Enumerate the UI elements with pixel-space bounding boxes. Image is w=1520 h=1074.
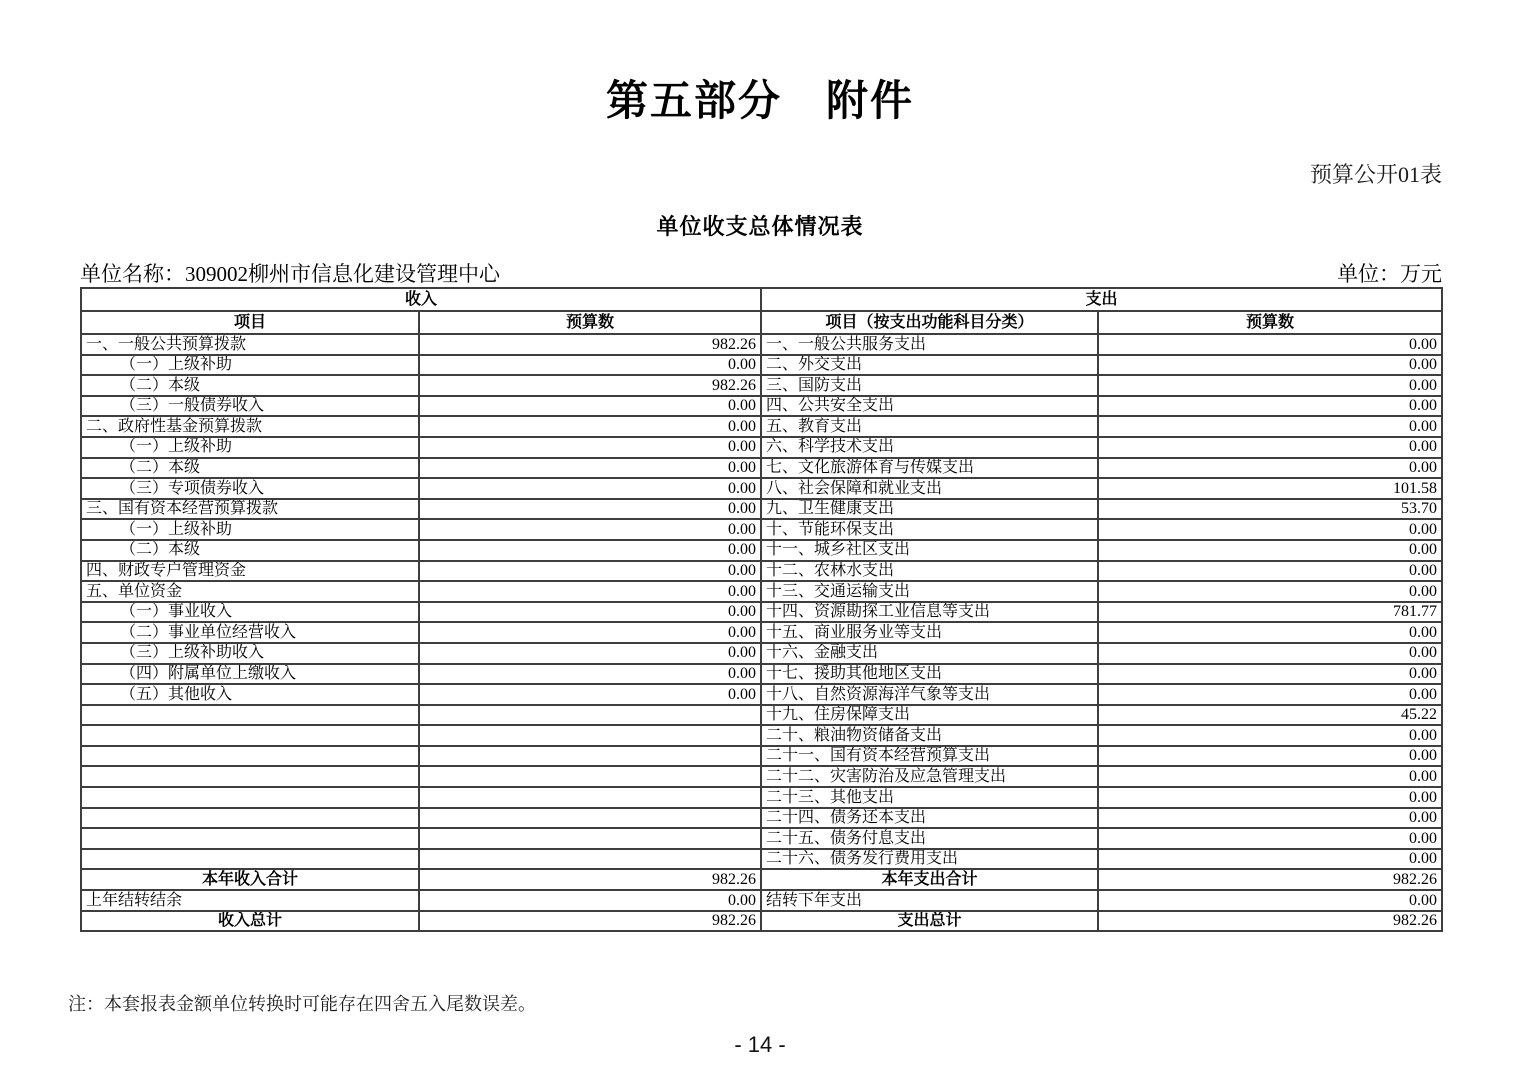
expense-item-cell: 一、一般公共服务支出 — [761, 334, 1098, 355]
expense-value-cell: 0.00 — [1098, 334, 1442, 355]
table-row — [81, 808, 1442, 829]
income-value-cell: 0.00 — [419, 664, 761, 685]
table-row — [81, 746, 1442, 767]
income-value-cell: 0.00 — [419, 622, 761, 643]
expense-value-cell: 0.00 — [1098, 416, 1442, 437]
table-row — [81, 725, 1442, 746]
table-title: 单位收支总体情况表 — [656, 214, 864, 239]
income-value-cell: 0.00 — [419, 561, 761, 582]
table-row — [81, 581, 1442, 602]
col-header-expense-item: 项目（按支出功能科目分类） — [761, 311, 1098, 334]
expense-item-cell: 十七、援助其他地区支出 — [761, 664, 1098, 685]
income-item-cell: （三）专项债券收入 — [81, 478, 419, 499]
unit-name-label: 单位名称：309002柳州市信息化建设管理中心 — [80, 262, 500, 286]
expense-summary-value-cell: 982.26 — [1098, 911, 1442, 932]
expense-item-cell: 十八、自然资源海洋气象等支出 — [761, 684, 1098, 705]
table-row — [81, 375, 1442, 396]
expense-value-cell: 0.00 — [1098, 437, 1442, 458]
expense-item-cell: 二十三、其他支出 — [761, 787, 1098, 808]
expense-value-cell: 0.00 — [1098, 643, 1442, 664]
expense-value-cell: 0.00 — [1098, 519, 1442, 540]
expense-value-cell: 0.00 — [1098, 581, 1442, 602]
income-summary-value-cell: 982.26 — [419, 911, 761, 932]
table-row — [81, 499, 1442, 520]
income-item-cell: （一）事业收入 — [81, 602, 419, 623]
income-value-cell — [419, 808, 761, 829]
table-row — [81, 416, 1442, 437]
income-item-cell: （四）附属单位上缴收入 — [81, 664, 419, 685]
income-value-cell: 982.26 — [419, 334, 761, 355]
table-row — [81, 334, 1442, 355]
expense-item-cell: 二十五、债务付息支出 — [761, 828, 1098, 849]
expense-value-cell: 0.00 — [1098, 458, 1442, 479]
income-summary-label-cell: 上年结转结余 — [81, 890, 419, 911]
income-item-cell: （二）本级 — [81, 458, 419, 479]
income-item-cell: 五、单位资金 — [81, 581, 419, 602]
income-item-cell: （五）其他收入 — [81, 684, 419, 705]
income-value-cell: 0.00 — [419, 643, 761, 664]
expense-item-cell: 二十、粮油物资储备支出 — [761, 725, 1098, 746]
income-value-cell: 0.00 — [419, 396, 761, 417]
income-item-cell: 四、财政专户管理资金 — [81, 561, 419, 582]
income-item-cell: 一、一般公共预算拨款 — [81, 334, 419, 355]
expense-item-cell: 十五、商业服务业等支出 — [761, 622, 1098, 643]
expense-value-cell: 45.22 — [1098, 705, 1442, 726]
group-header-row — [81, 288, 1442, 311]
income-item-cell — [81, 787, 419, 808]
table-row — [81, 437, 1442, 458]
table-row — [81, 458, 1442, 479]
income-value-cell — [419, 746, 761, 767]
expense-summary-label-cell: 本年支出合计 — [761, 869, 1098, 890]
income-item-cell: （二）本级 — [81, 375, 419, 396]
expense-group-header: 支出 — [761, 288, 1442, 311]
expense-value-cell: 0.00 — [1098, 561, 1442, 582]
col-header-income-item: 项目 — [81, 311, 419, 334]
table-row — [81, 602, 1442, 623]
table-meta-row — [80, 258, 1442, 288]
expense-summary-value-cell: 0.00 — [1098, 890, 1442, 911]
expense-item-cell: 十三、交通运输支出 — [761, 581, 1098, 602]
expense-summary-value-cell: 982.26 — [1098, 869, 1442, 890]
income-value-cell: 0.00 — [419, 499, 761, 520]
income-item-cell: 二、政府性基金预算拨款 — [81, 416, 419, 437]
expense-value-cell: 0.00 — [1098, 828, 1442, 849]
income-value-cell — [419, 766, 761, 787]
expense-summary-label-cell: 结转下年支出 — [761, 890, 1098, 911]
table-row — [81, 622, 1442, 643]
expense-value-cell: 0.00 — [1098, 664, 1442, 685]
expense-item-cell: 十二、农林水支出 — [761, 561, 1098, 582]
table-row — [81, 478, 1442, 499]
expense-item-cell: 三、国防支出 — [761, 375, 1098, 396]
income-item-cell — [81, 725, 419, 746]
section-title: 第五部分 附件 — [605, 79, 914, 125]
page-number: - 14 - — [734, 1032, 786, 1057]
expense-item-cell: 十一、城乡社区支出 — [761, 540, 1098, 561]
expense-value-cell: 781.77 — [1098, 602, 1442, 623]
income-item-cell — [81, 705, 419, 726]
expense-value-cell: 0.00 — [1098, 684, 1442, 705]
unit-measure-label: 单位：万元 — [1337, 262, 1442, 286]
income-item-cell: （一）上级补助 — [81, 437, 419, 458]
expense-value-cell: 0.00 — [1098, 808, 1442, 829]
expense-item-cell: 二十二、灾害防治及应急管理支出 — [761, 766, 1098, 787]
col-header-expense-budget: 预算数 — [1098, 311, 1442, 334]
budget-summary-table — [80, 287, 1443, 932]
expense-item-cell: 四、公共安全支出 — [761, 396, 1098, 417]
table-row — [81, 540, 1442, 561]
income-summary-value-cell: 0.00 — [419, 890, 761, 911]
income-value-cell: 0.00 — [419, 478, 761, 499]
expense-item-cell: 七、文化旅游体育与传媒支出 — [761, 458, 1098, 479]
table-row — [81, 828, 1442, 849]
expense-item-cell: 十四、资源勘探工业信息等支出 — [761, 602, 1098, 623]
income-value-cell: 0.00 — [419, 355, 761, 376]
expense-item-cell: 二十四、债务还本支出 — [761, 808, 1098, 829]
income-value-cell: 0.00 — [419, 602, 761, 623]
expense-item-cell: 十六、金融支出 — [761, 643, 1098, 664]
expense-value-cell: 0.00 — [1098, 746, 1442, 767]
income-value-cell: 0.00 — [419, 458, 761, 479]
income-summary-label-cell: 收入总计 — [81, 911, 419, 932]
expense-value-cell: 0.00 — [1098, 622, 1442, 643]
expense-value-cell: 101.58 — [1098, 478, 1442, 499]
table-row — [81, 705, 1442, 726]
table-row — [81, 519, 1442, 540]
expense-value-cell: 53.70 — [1098, 499, 1442, 520]
income-item-cell: 三、国有资本经营预算拨款 — [81, 499, 419, 520]
table-row — [81, 643, 1442, 664]
table-row — [81, 766, 1442, 787]
expense-value-cell: 0.00 — [1098, 787, 1442, 808]
expense-value-cell: 0.00 — [1098, 375, 1442, 396]
income-item-cell: （一）上级补助 — [81, 519, 419, 540]
income-item-cell: （三）上级补助收入 — [81, 643, 419, 664]
income-group-header: 收入 — [81, 288, 761, 311]
expense-item-cell: 八、社会保障和就业支出 — [761, 478, 1098, 499]
income-value-cell: 0.00 — [419, 581, 761, 602]
expense-value-cell: 0.00 — [1098, 396, 1442, 417]
footnote: 注：本套报表金额单位转换时可能存在四舍五入尾数误差。 — [68, 994, 536, 1014]
table-row — [81, 684, 1442, 705]
expense-item-cell: 二十一、国有资本经营预算支出 — [761, 746, 1098, 767]
expense-value-cell: 0.00 — [1098, 540, 1442, 561]
expense-item-cell: 二、外交支出 — [761, 355, 1098, 376]
col-header-income-budget: 预算数 — [419, 311, 761, 334]
table-row — [81, 396, 1442, 417]
income-value-cell: 0.00 — [419, 437, 761, 458]
form-number-label: 预算公开01表 — [1309, 162, 1442, 187]
table-row — [81, 787, 1442, 808]
income-value-cell: 0.00 — [419, 416, 761, 437]
expense-item-cell: 六、科学技术支出 — [761, 437, 1098, 458]
table-row — [81, 849, 1442, 870]
table-row — [81, 561, 1442, 582]
expense-item-cell: 二十六、债务发行费用支出 — [761, 849, 1098, 870]
expense-item-cell: 十、节能环保支出 — [761, 519, 1098, 540]
income-value-cell: 0.00 — [419, 684, 761, 705]
income-item-cell: （三）一般债券收入 — [81, 396, 419, 417]
income-item-cell: （一）上级补助 — [81, 355, 419, 376]
income-item-cell — [81, 828, 419, 849]
income-item-cell: （二）本级 — [81, 540, 419, 561]
income-summary-label-cell: 本年收入合计 — [81, 869, 419, 890]
column-header-row — [81, 311, 1442, 334]
expense-summary-label-cell: 支出总计 — [761, 911, 1098, 932]
income-value-cell — [419, 705, 761, 726]
table-row — [81, 355, 1442, 376]
expense-item-cell: 十九、住房保障支出 — [761, 705, 1098, 726]
expense-value-cell: 0.00 — [1098, 355, 1442, 376]
summary-row — [81, 890, 1442, 911]
income-value-cell — [419, 849, 761, 870]
income-item-cell — [81, 766, 419, 787]
income-item-cell: （二）事业单位经营收入 — [81, 622, 419, 643]
income-item-cell — [81, 746, 419, 767]
table-row — [81, 664, 1442, 685]
income-item-cell — [81, 808, 419, 829]
income-value-cell — [419, 828, 761, 849]
income-summary-value-cell: 982.26 — [419, 869, 761, 890]
expense-item-cell: 五、教育支出 — [761, 416, 1098, 437]
income-value-cell: 982.26 — [419, 375, 761, 396]
expense-item-cell: 九、卫生健康支出 — [761, 499, 1098, 520]
income-value-cell: 0.00 — [419, 540, 761, 561]
summary-row — [81, 911, 1442, 932]
expense-value-cell: 0.00 — [1098, 766, 1442, 787]
income-value-cell — [419, 725, 761, 746]
expense-value-cell: 0.00 — [1098, 725, 1442, 746]
income-item-cell — [81, 849, 419, 870]
summary-row — [81, 869, 1442, 890]
expense-value-cell: 0.00 — [1098, 849, 1442, 870]
income-value-cell: 0.00 — [419, 519, 761, 540]
income-value-cell — [419, 787, 761, 808]
